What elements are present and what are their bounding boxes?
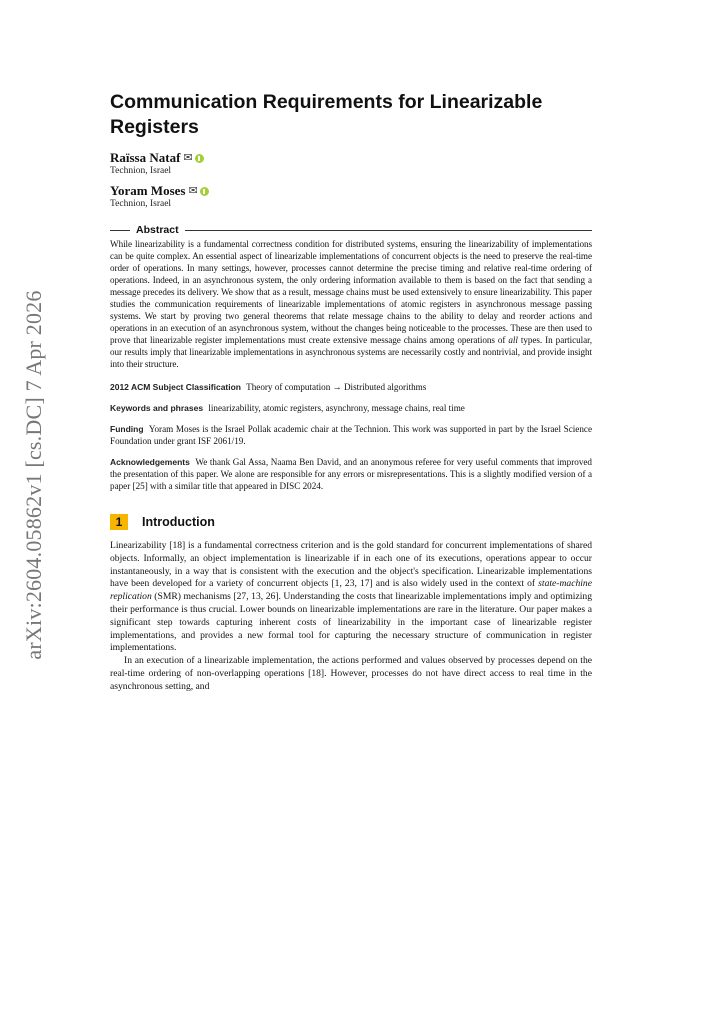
acm-label: 2012 ACM Subject Classification bbox=[110, 382, 242, 392]
funding-label: Funding bbox=[110, 424, 144, 434]
orcid-icon[interactable] bbox=[200, 187, 209, 196]
abstract-heading-label: Abstract bbox=[136, 224, 179, 236]
abstract-rule-right bbox=[185, 230, 592, 231]
paper-title: Communication Requirements for Linearizable Registers bbox=[110, 91, 543, 138]
acknowledgements-label: Acknowledgements bbox=[110, 457, 190, 467]
acknowledgements-text: We thank Gal Assa, Naama Ben David, and an anonymous referee for very useful comments that improved the presentation of this paper. We alone are responsible for any errors or misrepresentations. This is a slightly modified version of a paper [25] with a similar title that appeared in DISC 2024. bbox=[110, 457, 592, 491]
email-icon[interactable]: ✉ bbox=[183, 152, 193, 164]
section-title: Introduction bbox=[142, 515, 215, 529]
intro-paragraph: In an execution of a linearizable implementation, the actions performed and values observed by processes depend on the real-time ordering of non-overlapping operations [18]. However, processes do not have direct access to real time in the asynchronous setting, and bbox=[110, 655, 592, 692]
intro-paragraph bbox=[110, 540, 592, 655]
introduction-body bbox=[110, 540, 592, 694]
section-number: 1 bbox=[110, 514, 128, 530]
acknowledgements bbox=[110, 456, 592, 492]
abstract-body-end: types. In particular, our results imply that linearizable implementations in asynchronous systems are necessarily costly and nontrivial, and provide insight into their structure. bbox=[110, 335, 593, 369]
orcid-icon[interactable] bbox=[195, 154, 204, 163]
author-affiliation: Technion, Israel bbox=[110, 166, 172, 176]
abstract-rule-left bbox=[110, 230, 130, 231]
intro-p1-b: (SMR) mechanisms [27, 13, 26]. Understanding the costs that linearizable implementations imply and optimizing their performance is thus crucial. Lower bounds on linearizable implementations are rare in the literature. Our paper makes a significant step towards capturing inherent costs of linearizability in the important case of linearizable register implementations, and provides a new formal tool for capturing the necessary structure of communication in register implementations. bbox=[110, 591, 592, 654]
abstract-text bbox=[110, 238, 592, 370]
author-block bbox=[110, 150, 592, 177]
keywords-text: linearizability, atomic registers, asynchrony, message chains, real time bbox=[208, 403, 465, 413]
author-name-row bbox=[110, 150, 592, 166]
funding-text: Yoram Moses is the Israel Pollak academic chair at the Technion. This work was supported in part by the Israel Science Foundation under grant ISF 2061/19. bbox=[110, 424, 592, 446]
arxiv-identifier: arXiv:2604.05862v1 [cs.DC] 7 Apr 2026 bbox=[21, 290, 46, 660]
author-name-row bbox=[110, 183, 592, 199]
arxiv-sidebar bbox=[14, 290, 54, 660]
author-affiliation: Technion, Israel bbox=[110, 199, 172, 209]
abstract-heading bbox=[110, 224, 592, 236]
funding bbox=[110, 423, 592, 447]
keywords-label: Keywords and phrases bbox=[110, 403, 204, 413]
intro-p1-a: Linearizability [18] is a fundamental correctness criterion and is the gold standard for concurrent implementations of shared objects. Informally, an object implementation is linearizable if in each one of its executions, operations appear to occur instantaneously, in a way that is consistent with the execution and the object's specification. Linearizable implementations have been developed for a variety of concurrent objects [1, 23, 17] and is also widely used in the context of bbox=[110, 540, 592, 590]
keywords bbox=[110, 402, 592, 414]
abstract-italic: all bbox=[508, 335, 518, 345]
author-block bbox=[110, 183, 592, 210]
section-heading bbox=[110, 514, 592, 530]
author-name: Raïssa Nataf bbox=[110, 150, 181, 165]
paper-page bbox=[110, 90, 592, 694]
author-name: Yoram Moses bbox=[110, 183, 186, 198]
acm-classification bbox=[110, 381, 592, 393]
abstract-body: While linearizability is a fundamental correctness condition for distributed systems, ensuring the linearizability of implementations can be quite complex. An essential aspect of linearizable implementations of concurrent objects is the need to preserve the real-time order of operations. In many settings, however, processes cannot determine the precise timing and relative real-time ordering of operations. Indeed, in an asynchronous system, the only ordering information available to them is based on the fact that sending a message precedes its delivery. We show that as a result, message chains must be used extensively to ensure linearizability. This paper studies the communication requirements of linearizable implementations of atomic registers in asynchronous message passing systems. We start by proving two general theorems that relate message chains to the ability to delay and reorder actions and operations in an execution of an asynchronous system, without the changes being noticeable to the processes. These are then used to prove that linearizable register implementations must create extensive message chains among operations of bbox=[110, 239, 592, 345]
email-icon[interactable]: ✉ bbox=[188, 185, 198, 197]
acm-text: Theory of computation → Distributed algorithms bbox=[246, 382, 427, 392]
intro-p1-italic: state-machine replication bbox=[110, 578, 592, 603]
